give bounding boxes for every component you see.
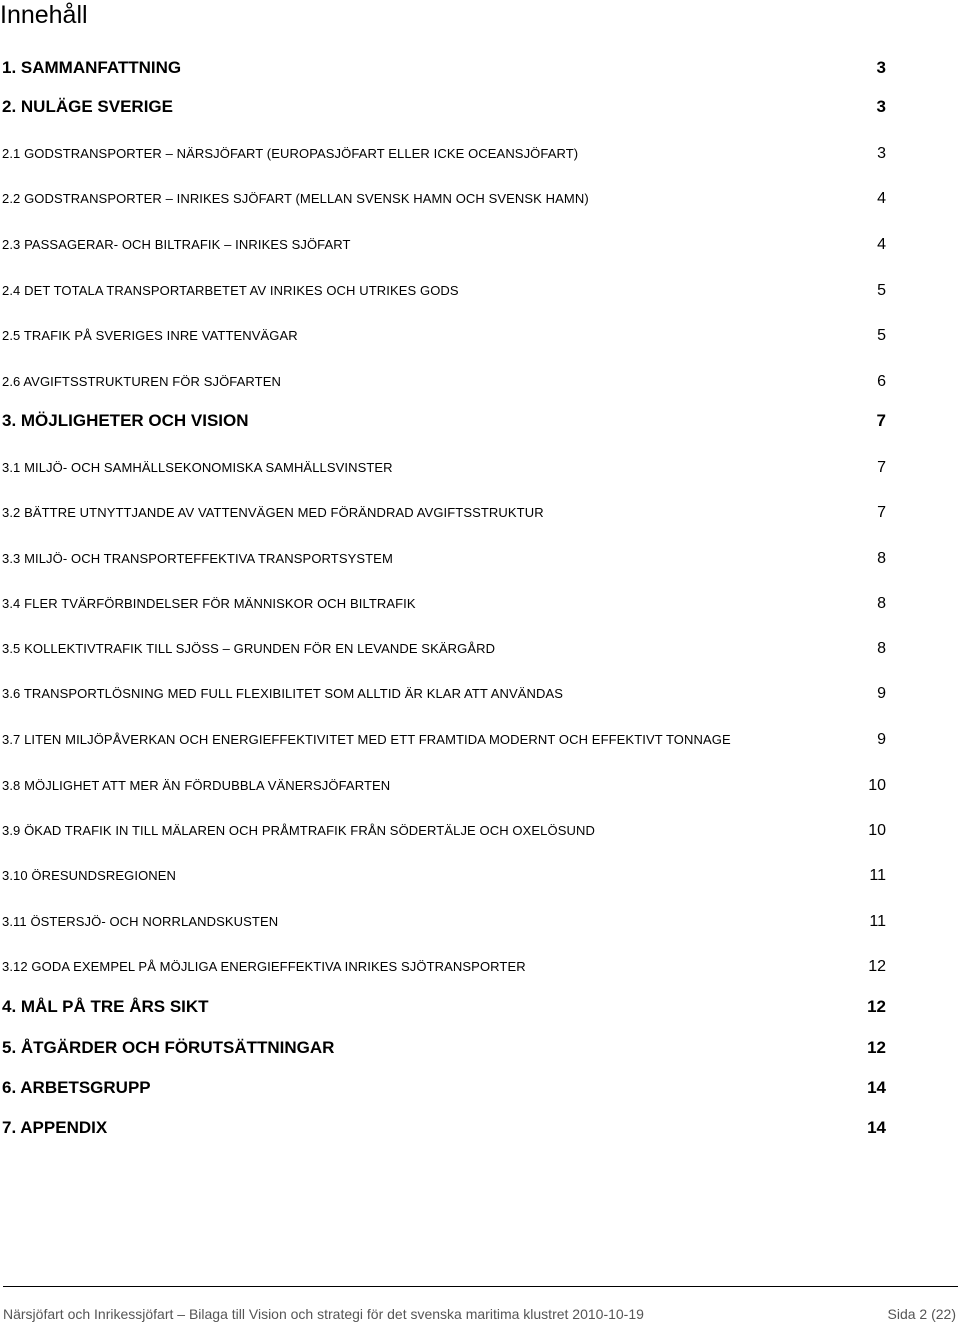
toc-entry-section[interactable]	[2, 819, 886, 843]
toc-entry-page: 9	[877, 685, 886, 702]
toc-entry-label: 7. APPENDIX	[2, 1118, 108, 1137]
toc-entry-label: 1. SAMMANFATTNING	[2, 58, 182, 77]
toc-entry-section[interactable]	[2, 864, 886, 888]
toc-entry-page: 14	[867, 1118, 886, 1137]
toc-entry-section[interactable]	[2, 324, 886, 348]
footer-text: Närsjöfart och Inrikessjöfart – Bilaga till Vision och strategi för det svenska maritima klustret 2010-10-19	[3, 1306, 644, 1322]
toc-entry-page: 7	[877, 504, 886, 521]
toc-entry-page: 3	[876, 58, 886, 77]
toc-entry-label: 3.4 FLER TVÄRFÖRBINDELSER FÖR MÄNNISKOR OCH BILTRAFIK	[2, 596, 416, 611]
toc-entry-page: 12	[868, 958, 886, 975]
toc-entry-page: 8	[877, 595, 886, 612]
toc-entry-chapter[interactable]	[2, 995, 886, 1019]
toc-entry-section[interactable]	[2, 728, 886, 752]
toc-entry-label: 3.3 MILJÖ- OCH TRANSPORTEFFEKTIVA TRANSPORTSYSTEM	[2, 551, 393, 566]
footer-page-number: Sida 2 (22)	[887, 1306, 956, 1322]
page-title: Innehåll	[0, 1, 88, 29]
toc-entry-page: 7	[876, 411, 886, 430]
toc-entry-page: 14	[867, 1078, 886, 1097]
toc-entry-page: 3	[877, 145, 886, 162]
toc-entry-page: 3	[876, 97, 886, 116]
toc-entry-chapter[interactable]	[2, 56, 886, 80]
toc-entry-label: 3.11 ÖSTERSJÖ- OCH NORRLANDSKUSTEN	[2, 914, 279, 929]
toc-entry-page: 9	[877, 731, 886, 748]
toc-entry-label: 3.7 LITEN MILJÖPÅVERKAN OCH ENERGIEFFEKTIVITET MED ETT FRAMTIDA MODERNT OCH EFFEKTIVT TONNAGE	[2, 732, 731, 747]
toc-entry-page: 11	[869, 867, 886, 884]
toc-entry-label: 3.2 BÄTTRE UTNYTTJANDE AV VATTENVÄGEN MED FÖRÄNDRAD AVGIFTSSTRUKTUR	[2, 505, 544, 520]
toc-entry-label: 4. MÅL PÅ TRE ÅRS SIKT	[2, 997, 209, 1016]
toc-entry-section[interactable]	[2, 279, 886, 303]
toc-entry-chapter[interactable]	[2, 95, 886, 119]
toc-entry-chapter[interactable]	[2, 1036, 886, 1060]
toc-entry-section[interactable]	[2, 142, 886, 166]
toc-entry-label: 3.9 ÖKAD TRAFIK IN TILL MÄLAREN OCH PRÅMTRAFIK FRÅN SÖDERTÄLJE OCH OXELÖSUND	[2, 823, 595, 838]
toc-entry-chapter[interactable]	[2, 1116, 886, 1140]
toc-entry-label: 2.6 AVGIFTSSTRUKTUREN FÖR SJÖFARTEN	[2, 374, 281, 389]
toc-entry-page: 7	[877, 459, 886, 476]
toc-entry-section[interactable]	[2, 682, 886, 706]
toc-entry-label: 3.6 TRANSPORTLÖSNING MED FULL FLEXIBILITET SOM ALLTID ÄR KLAR ATT ANVÄNDAS	[2, 686, 564, 701]
toc-entry-section[interactable]	[2, 910, 886, 934]
toc-entry-page: 11	[869, 913, 886, 930]
toc-entry-label: 2. NULÄGE SVERIGE	[2, 97, 173, 116]
toc-entry-page: 8	[877, 640, 886, 657]
toc-entry-label: 3.1 MILJÖ- OCH SAMHÄLLSEKONOMISKA SAMHÄLLSVINSTER	[2, 460, 393, 475]
toc-entry-label: 3. MÖJLIGHETER OCH VISION	[2, 411, 249, 430]
toc-entry-section[interactable]	[2, 456, 886, 480]
toc-entry-label: 2.3 PASSAGERAR- OCH BILTRAFIK – INRIKES SJÖFART	[2, 237, 351, 252]
toc-entry-page: 6	[877, 373, 886, 390]
toc-entry-page: 12	[867, 997, 886, 1016]
toc-entry-page: 8	[877, 550, 886, 567]
toc-entry-section[interactable]	[2, 592, 886, 616]
toc-entry-label: 2.4 DET TOTALA TRANSPORTARBETET AV INRIKES OCH UTRIKES GODS	[2, 283, 459, 298]
toc-entry-section[interactable]	[2, 370, 886, 394]
toc-entry-section[interactable]	[2, 637, 886, 661]
toc-entry-label: 3.8 MÖJLIGHET ATT MER ÄN FÖRDUBBLA VÄNERSJÖFARTEN	[2, 778, 391, 793]
toc-entry-chapter[interactable]	[2, 409, 886, 433]
toc-entry-page: 10	[868, 777, 886, 794]
toc-entry-section[interactable]	[2, 501, 886, 525]
toc-entry-section[interactable]	[2, 233, 886, 257]
footer-divider	[3, 1286, 958, 1287]
toc-entry-label: 5. ÅTGÄRDER OCH FÖRUTSÄTTNINGAR	[2, 1038, 335, 1057]
toc-entry-section[interactable]	[2, 547, 886, 571]
toc-entry-page: 10	[868, 822, 886, 839]
toc-entry-section[interactable]	[2, 955, 886, 979]
toc-entry-label: 3.10 ÖRESUNDSREGIONEN	[2, 868, 177, 883]
toc-entry-page: 4	[877, 236, 886, 253]
toc-entry-label: 2.1 GODSTRANSPORTER – NÄRSJÖFART (EUROPASJÖFART ELLER ICKE OCEANSJÖFART)	[2, 146, 579, 161]
toc-entry-label: 6. ARBETSGRUPP	[2, 1078, 151, 1097]
toc-entry-section[interactable]	[2, 187, 886, 211]
toc-entry-label: 3.5 KOLLEKTIVTRAFIK TILL SJÖSS – GRUNDEN FÖR EN LEVANDE SKÄRGÅRD	[2, 641, 496, 656]
toc-entry-label: 2.5 TRAFIK PÅ SVERIGES INRE VATTENVÄGAR	[2, 328, 298, 343]
toc-entry-chapter[interactable]	[2, 1076, 886, 1100]
toc-entry-page: 5	[877, 327, 886, 344]
toc-entry-section[interactable]	[2, 774, 886, 798]
toc-entry-label: 3.12 GODA EXEMPEL PÅ MÖJLIGA ENERGIEFFEKTIVA INRIKES SJÖTRANSPORTER	[2, 959, 526, 974]
toc-entry-page: 5	[877, 282, 886, 299]
toc-entry-page: 4	[877, 190, 886, 207]
toc-entry-label: 2.2 GODSTRANSPORTER – INRIKES SJÖFART (MELLAN SVENSK HAMN OCH SVENSK HAMN)	[2, 191, 589, 206]
toc-entry-page: 12	[867, 1038, 886, 1057]
